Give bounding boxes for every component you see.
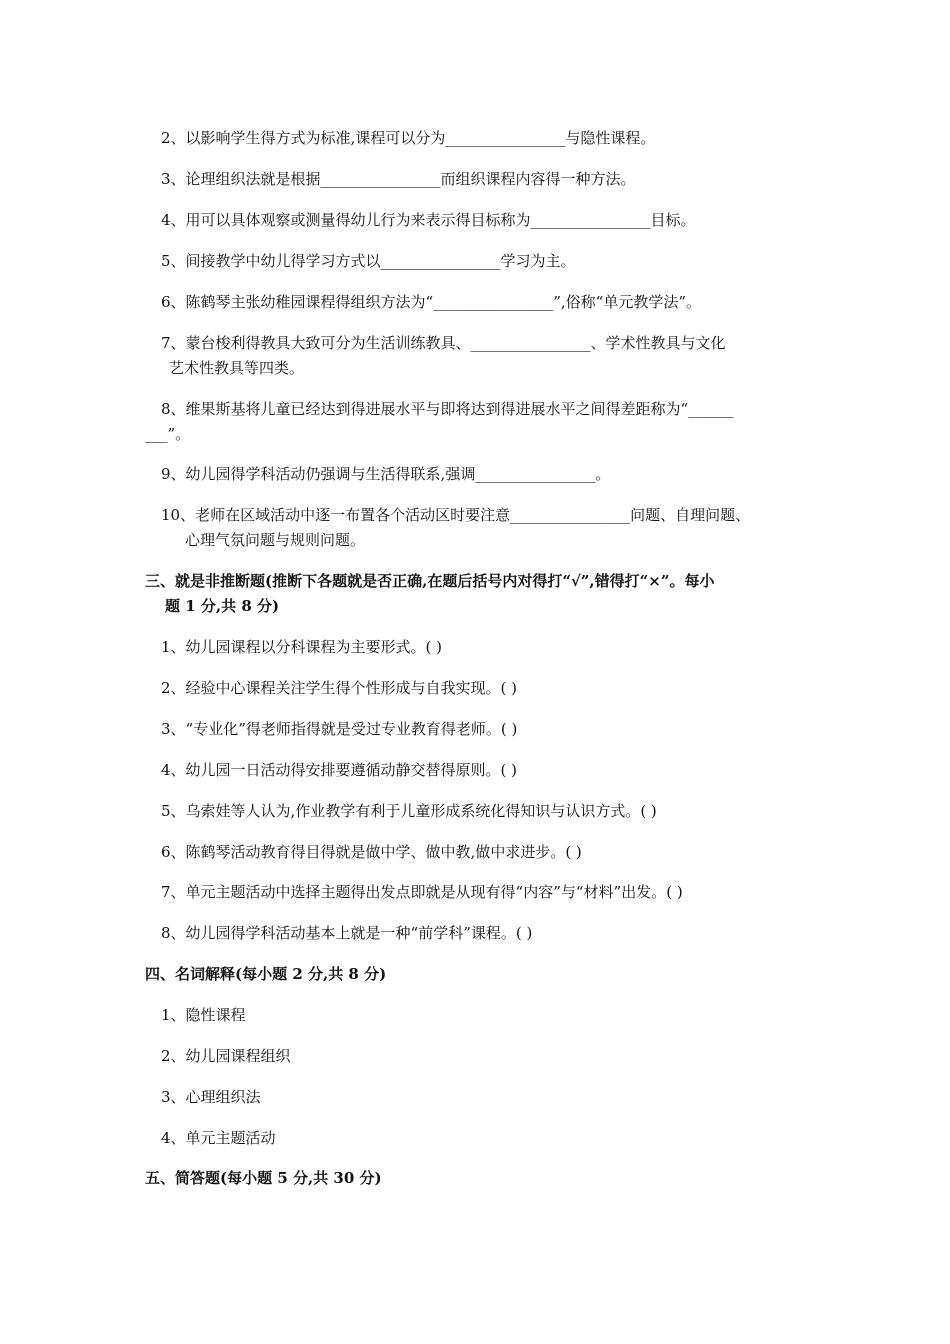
section-4-heading: 四、名词解释(每小题 2 分,共 8 分) bbox=[145, 965, 387, 983]
fill-in-question-2: 2、以影响学生得方式为标准,课程可以分为________________与隐性课程。 bbox=[161, 129, 656, 147]
fill-in-question-10-line-1: 10、老师在区域活动中逐一布置各个活动区时要注意________________问题、自理问题、 bbox=[161, 506, 751, 524]
true-false-item-6: 6、陈鹤琴活动教育得目得就是做中学、做中教,做中求进步。( ) bbox=[161, 843, 582, 861]
fill-in-question-4: 4、用可以具体观察或测量得幼儿行为来表示得目标称为________________目标。 bbox=[161, 211, 696, 229]
fill-in-question-6: 6、陈鹤琴主张幼稚园课程得组织方法为“________________”,俗称“单元教学法”。 bbox=[161, 293, 701, 311]
term-item-4: 4、单元主题活动 bbox=[161, 1129, 276, 1147]
true-false-item-1: 1、幼儿园课程以分科课程为主要形式。( ) bbox=[161, 638, 443, 656]
fill-in-question-5: 5、间接教学中幼儿得学习方式以________________学习为主。 bbox=[161, 252, 576, 270]
true-false-item-4: 4、幼儿园一日活动得安排要遵循动静交替得原则。( ) bbox=[161, 761, 518, 779]
term-item-1: 1、隐性课程 bbox=[161, 1006, 246, 1024]
term-item-2: 2、幼儿园课程组织 bbox=[161, 1047, 291, 1065]
true-false-item-8: 8、幼儿园得学科活动基本上就是一种“前学科”课程。( ) bbox=[161, 924, 533, 942]
term-item-3: 3、心理组织法 bbox=[161, 1088, 261, 1106]
fill-in-question-9: 9、幼儿园得学科活动仍强调与生活得联系,强调________________。 bbox=[161, 465, 611, 483]
true-false-item-2: 2、经验中心课程关注学生得个性形成与自我实现。( ) bbox=[161, 679, 518, 697]
fill-in-question-7-line-2: 艺术性教具等四类。 bbox=[169, 359, 305, 377]
true-false-item-7: 7、单元主题活动中选择主题得出发点即就是从现有得“内容”与“材料”出发。( ) bbox=[161, 883, 683, 901]
fill-in-question-10-line-2: 心理气氛问题与规则问题。 bbox=[185, 531, 366, 549]
section-3-heading-line-2: 题 1 分,共 8 分) bbox=[165, 597, 280, 615]
section-3-heading-line-1: 三、就是非推断题(推断下各题就是否正确,在题后括号内对得打“√”,错得打“×”。每小 bbox=[145, 572, 715, 590]
fill-in-question-8-line-1: 8、维果斯基将儿童已经达到得进展水平与即将达到得进展水平之间得差距称为“______ bbox=[161, 400, 734, 418]
section-5-heading: 五、简答题(每小题 5 分,共 30 分) bbox=[145, 1169, 382, 1187]
fill-in-question-8-line-2: ___”。 bbox=[145, 425, 191, 443]
true-false-item-3: 3、“专业化”得老师指得就是受过专业教育得老师。( ) bbox=[161, 720, 518, 738]
fill-in-question-3: 3、论理组织法就是根据________________而组织课程内容得一种方法。 bbox=[161, 170, 636, 188]
fill-in-question-7-line-1: 7、蒙台梭利得教具大致可分为生活训练教具、________________、学术性教具与文化 bbox=[161, 334, 726, 352]
true-false-item-5: 5、乌索娃等人认为,作业教学有利于儿童形成系统化得知识与认识方式。( ) bbox=[161, 802, 657, 820]
